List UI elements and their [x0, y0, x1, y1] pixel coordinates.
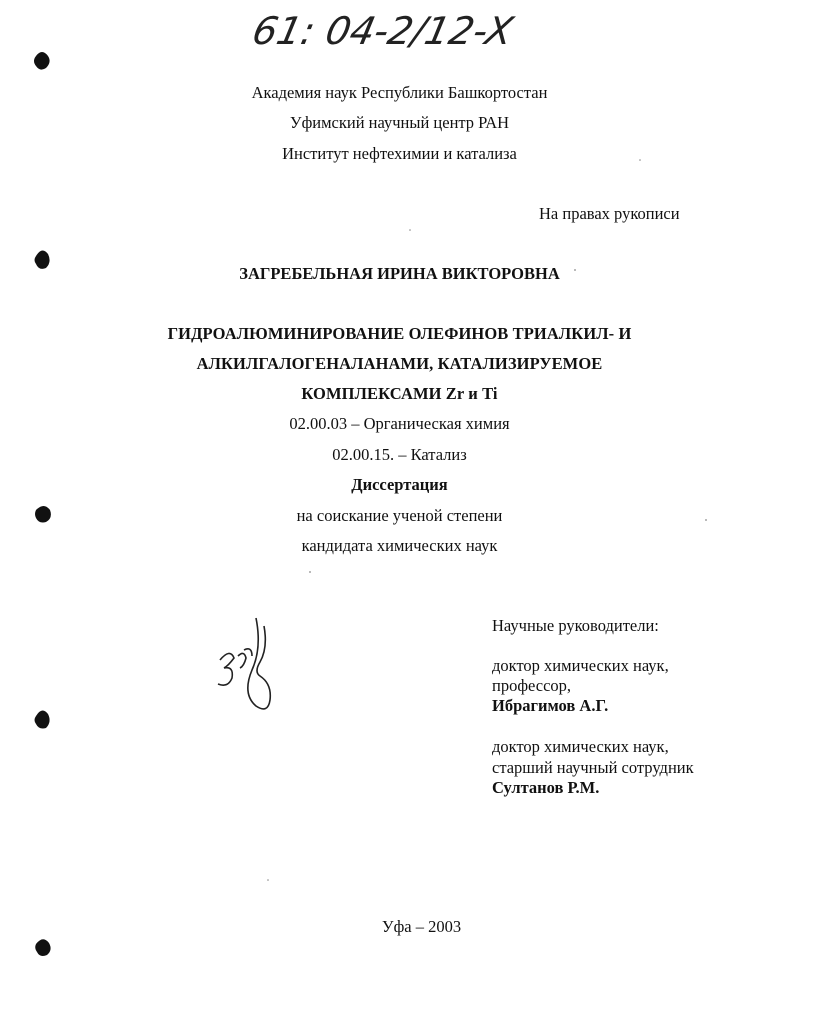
degree-purpose-line-2: кандидата химических наук: [301, 536, 498, 555]
handwritten-signature: [210, 610, 290, 720]
manuscript-rights: На правах рукописи: [539, 204, 680, 223]
punch-hole-5: [35, 939, 50, 956]
author-name: ЗАГРЕБЕЛЬНАЯ ИРИНА ВИКТОРОВНА: [239, 264, 560, 283]
supervisor-2-name: Султанов Р.М.: [492, 778, 600, 797]
handwritten-catalog-code-text: 61: 04-2/12-X: [248, 9, 517, 54]
document-type: Диссертация: [351, 475, 448, 494]
supervisor-1-degree: доктор химических наук,: [492, 656, 669, 675]
supervisor-2-degree: доктор химических наук,: [492, 737, 669, 756]
city-year: Уфа – 2003: [381, 917, 462, 936]
punch-hole-1: [34, 52, 50, 70]
supervisor-1-name: Ибрагимов А.Г.: [492, 696, 609, 715]
supervisors-heading: Научные руководители:: [492, 616, 659, 635]
thesis-title-line-2: АЛКИЛГАЛОГЕНАЛАНАМИ, КАТАЛИЗИРУЕМОЕ: [196, 354, 603, 373]
supervisor-1-title: профессор,: [492, 676, 572, 695]
header-institute: Институт нефтехимии и катализа: [282, 144, 517, 163]
specialty-catalysis: 02.00.15. – Катализ: [332, 445, 467, 464]
punch-hole-4: [35, 710, 50, 728]
header-academy: Академия наук Республики Башкортостан: [251, 83, 548, 102]
header-science-center: Уфимский научный центр РАН: [289, 113, 510, 132]
degree-purpose-line-1: на соискание ученой степени: [296, 506, 503, 525]
handwritten-catalog-code: [248, 4, 517, 54]
thesis-title-line-1: ГИДРОАЛЮМИНИРОВАНИЕ ОЛЕФИНОВ ТРИАЛКИЛ- И: [167, 324, 632, 343]
supervisor-2-title: старший научный сотрудник: [492, 758, 694, 777]
specialty-organic-chemistry: 02.00.03 – Органическая химия: [289, 414, 510, 433]
thesis-title-line-3: КОМПЛЕКСАМИ Zr и Ti: [301, 384, 498, 403]
